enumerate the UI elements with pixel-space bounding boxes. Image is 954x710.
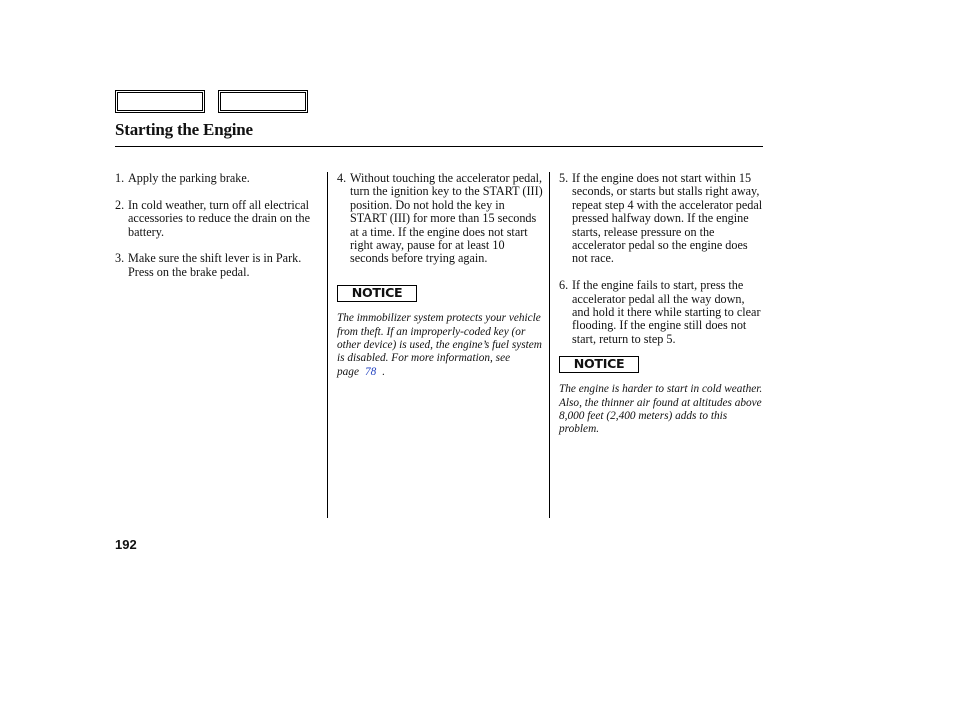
step-1 [115,172,315,185]
column-right [559,172,765,437]
page-reference-link[interactable]: 78 [364,365,377,378]
title-divider [115,146,763,147]
step-number: 2. [115,197,125,212]
notice-note [337,312,543,379]
column-middle [337,172,543,379]
step-number: 1. [115,171,125,185]
column-divider [549,172,550,518]
notice-label: NOTICE [351,286,403,301]
nav-button-1[interactable] [115,90,205,113]
notice-label: NOTICE [573,357,625,372]
note-end: . [382,365,386,378]
page-title: Starting the Engine [115,120,253,139]
step-text: Without touching the accelerator pedal, turn the ignition key to the START (III) position. Do not hold the key in START (III) for more than 15 seconds at a time. If the engine does not start right away, pause for at least 10 seconds before trying again. [350,171,543,266]
step-number: 3. [115,251,125,266]
step-text: If the engine fails to start, press the accelerator pedal all the way down, and hold it there while starting to clear flooding. If the engine still does not start, return to step 5. [572,278,761,346]
step-text: If the engine does not start within 15 seconds, or starts but stalls right away, repeat step 4 with the accelerator pedal pressed halfway down. If the engine starts, release pressure on the accelerator pedal so the engine does not race. [572,171,763,266]
step-number: 4. [337,171,347,185]
step-text: In cold weather, turn off all electrical accessories to reduce the drain on the battery. [128,197,311,239]
notice-badge [559,356,639,373]
nav-button-2[interactable] [218,90,308,113]
step-4 [337,172,543,266]
step-number: 6. [559,278,569,293]
note-text: The immobilizer system protects your vehicle from theft. If an improperly-coded key (or other device) is used, the engine’s fuel system is disabled. For more information, see page [337,312,542,378]
notice-badge [337,285,417,302]
step-2 [115,199,315,239]
step-3 [115,252,315,279]
column-divider [327,172,328,518]
step-text: Make sure the shift lever is in Park. Press on the brake pedal. [128,251,302,279]
step-6 [559,279,765,346]
notice-note: The engine is harder to start in cold weather. Also, the thinner air found at altitudes above 8,000 feet (2,400 meters) adds to this problem. [559,383,763,436]
step-number: 5. [559,171,569,185]
page-number: 192 [115,537,137,552]
step-5 [559,172,765,266]
step-text: Apply the parking brake. [128,171,250,185]
column-left [115,172,315,293]
